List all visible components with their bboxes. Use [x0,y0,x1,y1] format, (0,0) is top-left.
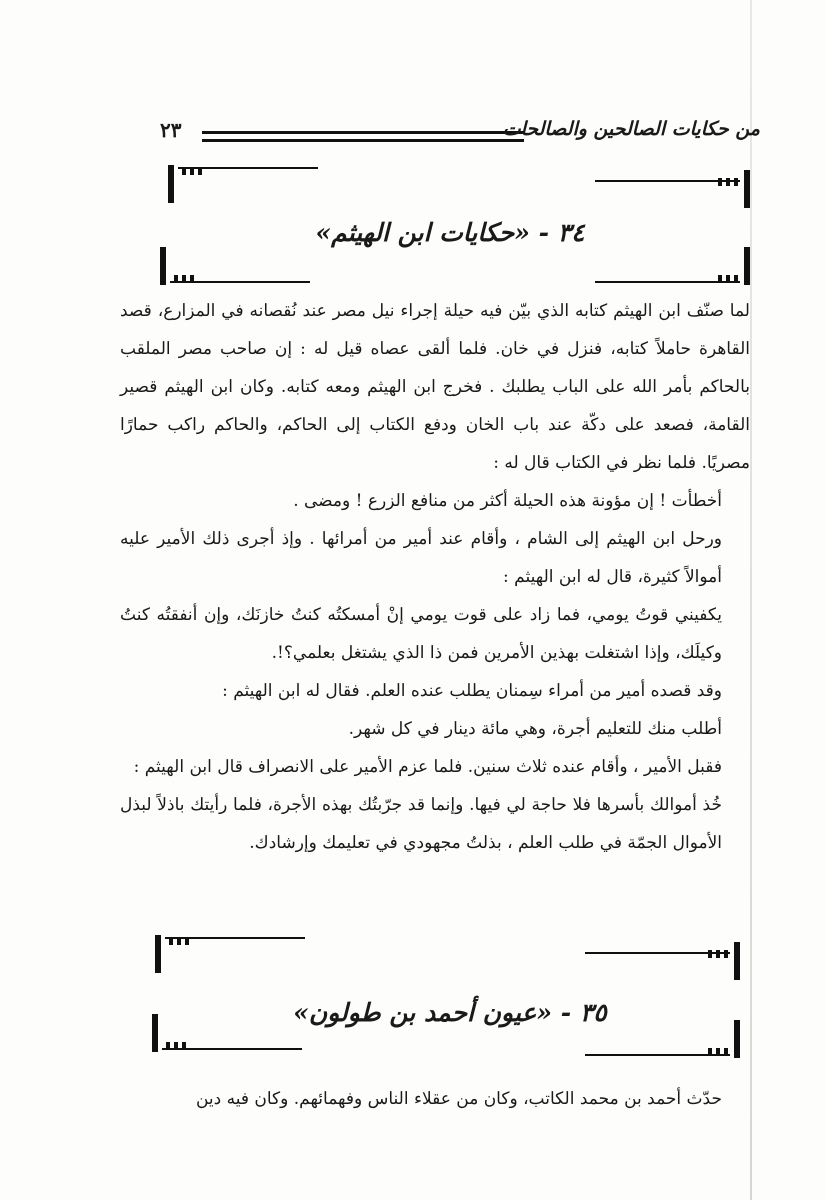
paragraph: يكفيني قوتُ يومي، فما زاد على قوت يومي إنْ أمسكتُه كنتُ خازنَك، وإن أنفقتُه كنتُ وكيلَك، وإذا اشتغلت بهذين الأمرين فمن ذا الذي يشتغل بعلمي؟!. [120,605,722,663]
ornament-top-right [590,940,740,980]
paragraph: لما صنّف ابن الهيثم كتابه الذي بيّن فيه حيلة إجراء نيل مصر عند نُقصانه في المزارع، قصد القاهرة حاملاً كتابه، فنزل في خان. فلما ألقى عصاه قيل له : إن صاحب مصر الملقب بالحاكم بأمر الله على الباب يطلبك . فخرج ابن الهيثم ومعه كتابه. وكان ابن الهيثم قصير القامة، فصعد على دكّة عند باب الخان ودفع الكتاب إلى الحاكم، والحاكم راكب حمارًا مصريًا. فلما نظر في الكتاب قال له : [120,301,750,473]
section-title-34: ٣٤ - «حكايات ابن الهيثم» [315,218,585,247]
section-title-35: ٣٥ - «عيون أحمد بن طولون» [293,998,607,1027]
ornament-bottom-left [152,1012,302,1052]
paragraph: ورحل ابن الهيثم إلى الشام ، وأقام عند أمير من أمرائها . وإذ أجرى ذلك الأمير عليه أموالاً كثيرة، قال له ابن الهيثم : [120,529,722,587]
section-35-body [120,1080,750,1118]
paragraph: حدّث أحمد بن محمد الكاتب، وكان من عقلاء الناس وفهمائهم. وكان فيه دين [195,1089,722,1109]
paragraph: أخطأت ! إن مؤونة هذه الحيلة أكثر من منافع الزرع ! ومضى . [293,491,722,511]
page-number: ٢٣ [160,118,182,142]
section-34-body [120,292,750,862]
ornament-top-left [168,165,318,205]
running-header [150,118,760,158]
ornament-bottom-right [600,245,750,285]
running-title: من حكايات الصالحين والصالحات [502,118,760,140]
ornament-bottom-left [160,245,310,285]
ornament-top-left [155,935,305,975]
paragraph: وقد قصده أمير من أمراء سِمنان يطلب عنده العلم. فقال له ابن الهيثم : [222,681,722,701]
ornament-top-right [600,168,750,208]
ornament-bottom-right [590,1018,740,1058]
header-rule [202,131,524,142]
paragraph: أطلب منك للتعليم أجرة، وهي مائة دينار في كل شهر. [348,719,722,739]
paragraph: خُذ أموالك بأسرها فلا حاجة لي فيها. وإنما قد جرّبتُك بهذه الأجرة، فلما رأيتك باذلاً لبذل الأموال الجمّة في طلب العلم ، بذلتُ مجهودي في تعليمك وإرشادك. [120,795,722,853]
paragraph: فقبل الأمير ، وأقام عنده ثلاث سنين. فلما عزم الأمير على الانصراف قال ابن الهيثم : [133,757,722,777]
page-edge [750,0,752,1200]
